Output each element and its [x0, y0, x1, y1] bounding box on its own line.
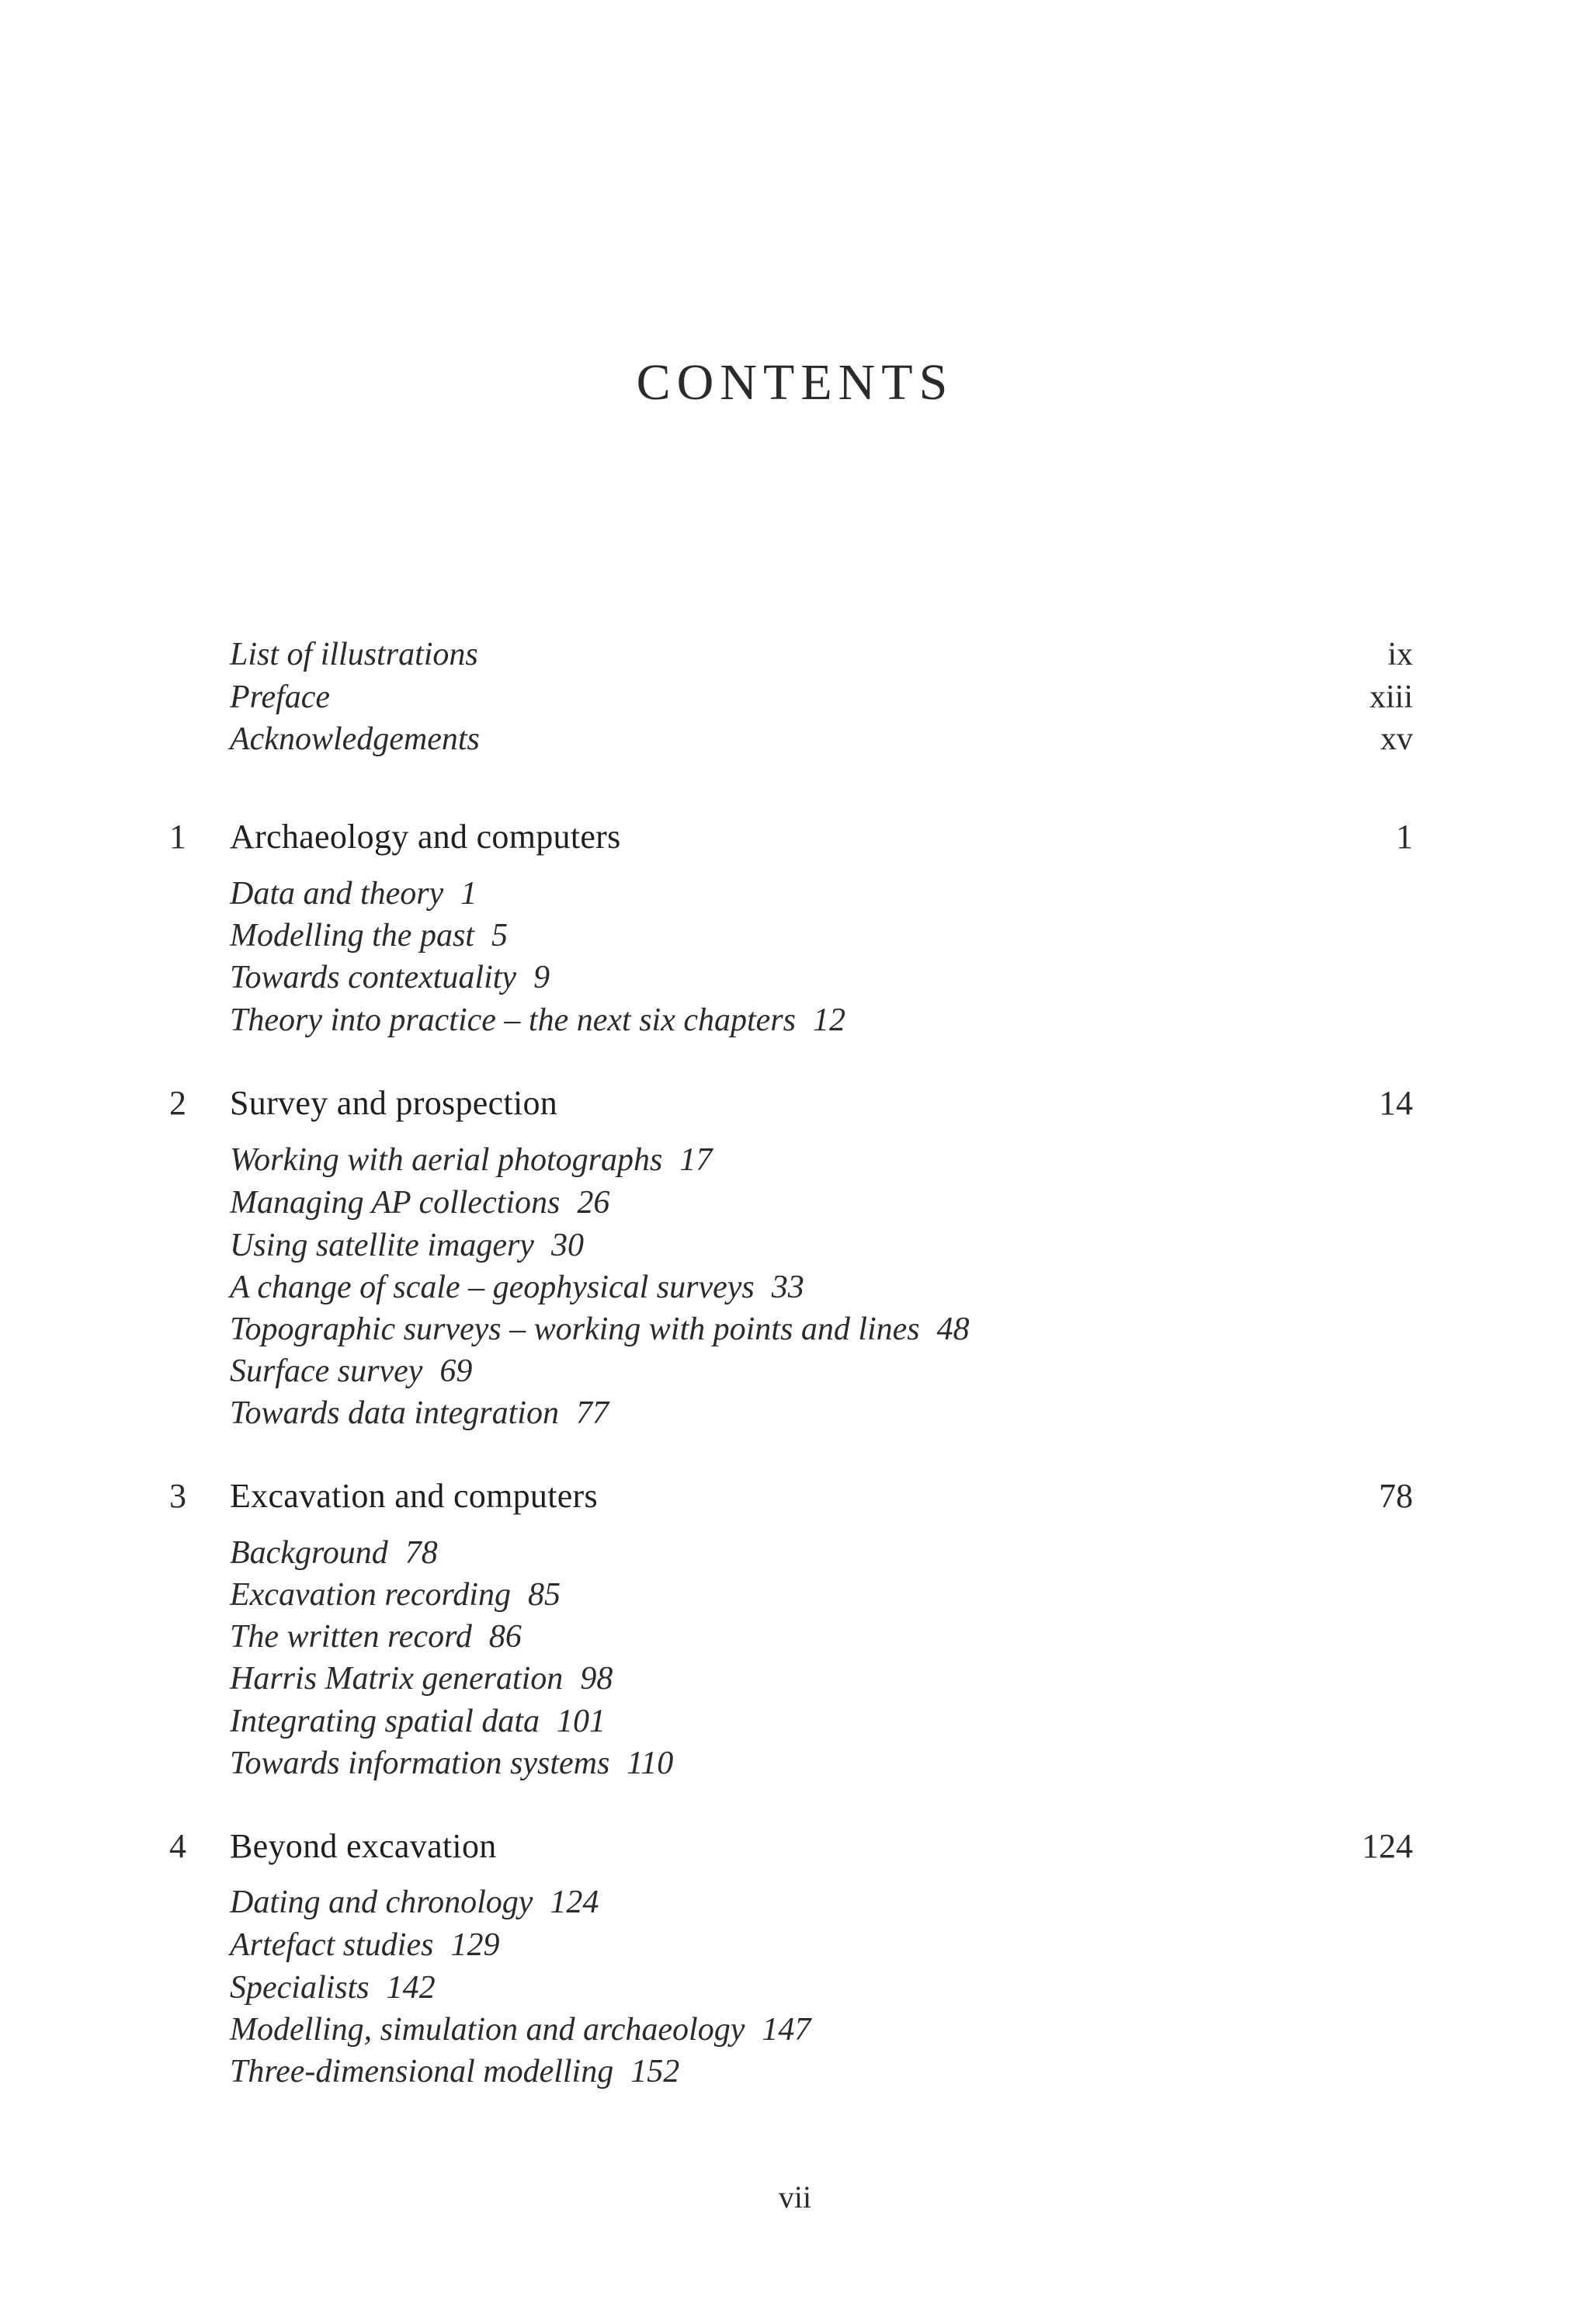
- section-title: Topographic surveys – working with points and lines: [230, 1311, 920, 1347]
- section-entry[interactable]: [0, 999, 1590, 1042]
- section-entry[interactable]: [0, 1923, 1590, 1967]
- section-title: The written record: [230, 1619, 472, 1655]
- page-number: vii: [778, 2180, 812, 2215]
- chapter-heading-4[interactable]: [0, 1825, 1590, 1868]
- toc-entry-label: List of illustrations: [230, 637, 478, 672]
- section-entry[interactable]: [0, 1266, 1590, 1309]
- chapter-number: 2: [169, 1084, 186, 1122]
- section-label: [230, 1615, 522, 1659]
- section-title: Modelling, simulation and archaeology: [230, 2012, 745, 2048]
- chapter-title: Beyond excavation: [230, 1827, 497, 1865]
- section-entry[interactable]: [0, 2008, 1590, 2051]
- section-entry[interactable]: [0, 1181, 1590, 1225]
- section-label: [230, 1531, 438, 1575]
- section-page: 147: [762, 2012, 811, 2048]
- chapter-title: Excavation and computers: [230, 1477, 598, 1515]
- section-page: 129: [450, 1927, 500, 1963]
- toc-entry-list-of-illustrations[interactable]: [0, 633, 1590, 676]
- section-entry[interactable]: [0, 872, 1590, 915]
- section-label: [230, 1923, 499, 1967]
- section-page: 85: [527, 1577, 561, 1613]
- section-page: 48: [936, 1311, 970, 1347]
- chapter-page: 78: [1379, 1477, 1413, 1515]
- section-label: [230, 1881, 599, 1924]
- section-entry[interactable]: [0, 1573, 1590, 1617]
- section-label: [230, 1391, 609, 1435]
- toc-entry-page: xv: [1380, 721, 1413, 757]
- section-label: [230, 1308, 970, 1351]
- toc-entry-page: ix: [1387, 637, 1413, 672]
- page-title: CONTENTS: [636, 354, 954, 411]
- toc-entry-preface[interactable]: [0, 676, 1590, 719]
- section-title: A change of scale – geophysical surveys: [230, 1270, 755, 1305]
- section-page: 77: [575, 1395, 609, 1431]
- section-title: Background: [230, 1535, 388, 1571]
- section-page: 12: [813, 1002, 845, 1038]
- section-page: 69: [439, 1353, 473, 1389]
- section-page: 9: [533, 960, 550, 995]
- section-label: [230, 1657, 613, 1700]
- chapter-page: 14: [1379, 1084, 1413, 1122]
- section-title: Using satellite imagery: [230, 1228, 534, 1263]
- section-label: [230, 2050, 679, 2093]
- section-entry[interactable]: [0, 1700, 1590, 1743]
- chapter-page: 124: [1362, 1827, 1413, 1865]
- section-title: Artefact studies: [230, 1927, 434, 1963]
- section-entry[interactable]: [0, 956, 1590, 999]
- section-page: 78: [404, 1535, 438, 1571]
- chapter-number: 1: [169, 818, 186, 856]
- section-page: 142: [386, 1970, 436, 2006]
- chapter-heading-1[interactable]: [0, 815, 1590, 859]
- chapter-title: Archaeology and computers: [230, 818, 621, 856]
- section-page: 124: [550, 1885, 599, 1920]
- section-label: [230, 1742, 673, 1785]
- chapter-page: 1: [1396, 818, 1413, 856]
- toc-entry-label: Acknowledgements: [230, 721, 480, 757]
- section-entry[interactable]: [0, 1657, 1590, 1700]
- section-title: Modelling the past: [230, 918, 474, 954]
- section-page: 86: [488, 1619, 522, 1655]
- section-label: [230, 1266, 804, 1309]
- section-entry[interactable]: [0, 1350, 1590, 1393]
- section-page: 30: [550, 1228, 584, 1263]
- section-label: [230, 872, 477, 915]
- section-title: Integrating spatial data: [230, 1704, 540, 1739]
- section-entry[interactable]: [0, 1531, 1590, 1575]
- section-title: Three-dimensional modelling: [230, 2054, 614, 2090]
- section-entry[interactable]: [0, 1138, 1590, 1182]
- section-label: [230, 2008, 811, 2051]
- section-page: 17: [679, 1142, 713, 1178]
- section-page: 152: [630, 2054, 680, 2090]
- section-entry[interactable]: [0, 1881, 1590, 1924]
- toc-entry-label: Preface: [230, 679, 331, 715]
- chapter-number: 4: [169, 1827, 186, 1865]
- section-entry[interactable]: [0, 2050, 1590, 2093]
- section-title: Towards contextuality: [230, 960, 517, 995]
- section-entry[interactable]: [0, 1615, 1590, 1659]
- chapter-heading-2[interactable]: [0, 1082, 1590, 1125]
- section-entry[interactable]: [0, 1308, 1590, 1351]
- section-page: 5: [491, 918, 508, 954]
- section-title: Working with aerial photographs: [230, 1142, 663, 1178]
- section-label: [230, 914, 508, 957]
- section-page: 110: [627, 1746, 674, 1781]
- section-label: [230, 1138, 712, 1182]
- section-title: Dating and chronology: [230, 1885, 533, 1920]
- section-page: 98: [580, 1661, 613, 1697]
- section-entry[interactable]: [0, 1391, 1590, 1435]
- chapter-number: 3: [169, 1477, 186, 1515]
- section-title: Data and theory: [230, 876, 444, 912]
- toc-entry-acknowledgements[interactable]: [0, 717, 1590, 761]
- toc-entry-page: xiii: [1369, 679, 1413, 715]
- section-label: [230, 956, 550, 999]
- section-title: Harris Matrix generation: [230, 1661, 564, 1697]
- section-label: [230, 1224, 584, 1267]
- section-label: [230, 1350, 472, 1393]
- section-entry[interactable]: [0, 1742, 1590, 1785]
- section-page: 33: [771, 1270, 804, 1305]
- section-page: 101: [557, 1704, 606, 1739]
- section-label: [230, 1181, 609, 1225]
- chapter-heading-3[interactable]: [0, 1475, 1590, 1518]
- section-label: [230, 1573, 561, 1617]
- section-title: Towards information systems: [230, 1746, 610, 1781]
- section-title: Surface survey: [230, 1353, 423, 1389]
- section-label: [230, 1700, 606, 1743]
- section-entry[interactable]: [0, 1224, 1590, 1267]
- section-title: Managing AP collections: [230, 1185, 561, 1221]
- section-page: 26: [577, 1185, 610, 1221]
- section-title: Theory into practice – the next six chapters: [230, 1002, 796, 1038]
- section-title: Towards data integration: [230, 1395, 559, 1431]
- section-page: 1: [460, 876, 477, 912]
- chapter-title: Survey and prospection: [230, 1084, 558, 1122]
- section-title: Specialists: [230, 1970, 370, 2006]
- section-entry[interactable]: [0, 1966, 1590, 2010]
- section-entry[interactable]: [0, 914, 1590, 957]
- section-label: [230, 999, 845, 1042]
- section-label: [230, 1966, 436, 2010]
- section-title: Excavation recording: [230, 1577, 511, 1613]
